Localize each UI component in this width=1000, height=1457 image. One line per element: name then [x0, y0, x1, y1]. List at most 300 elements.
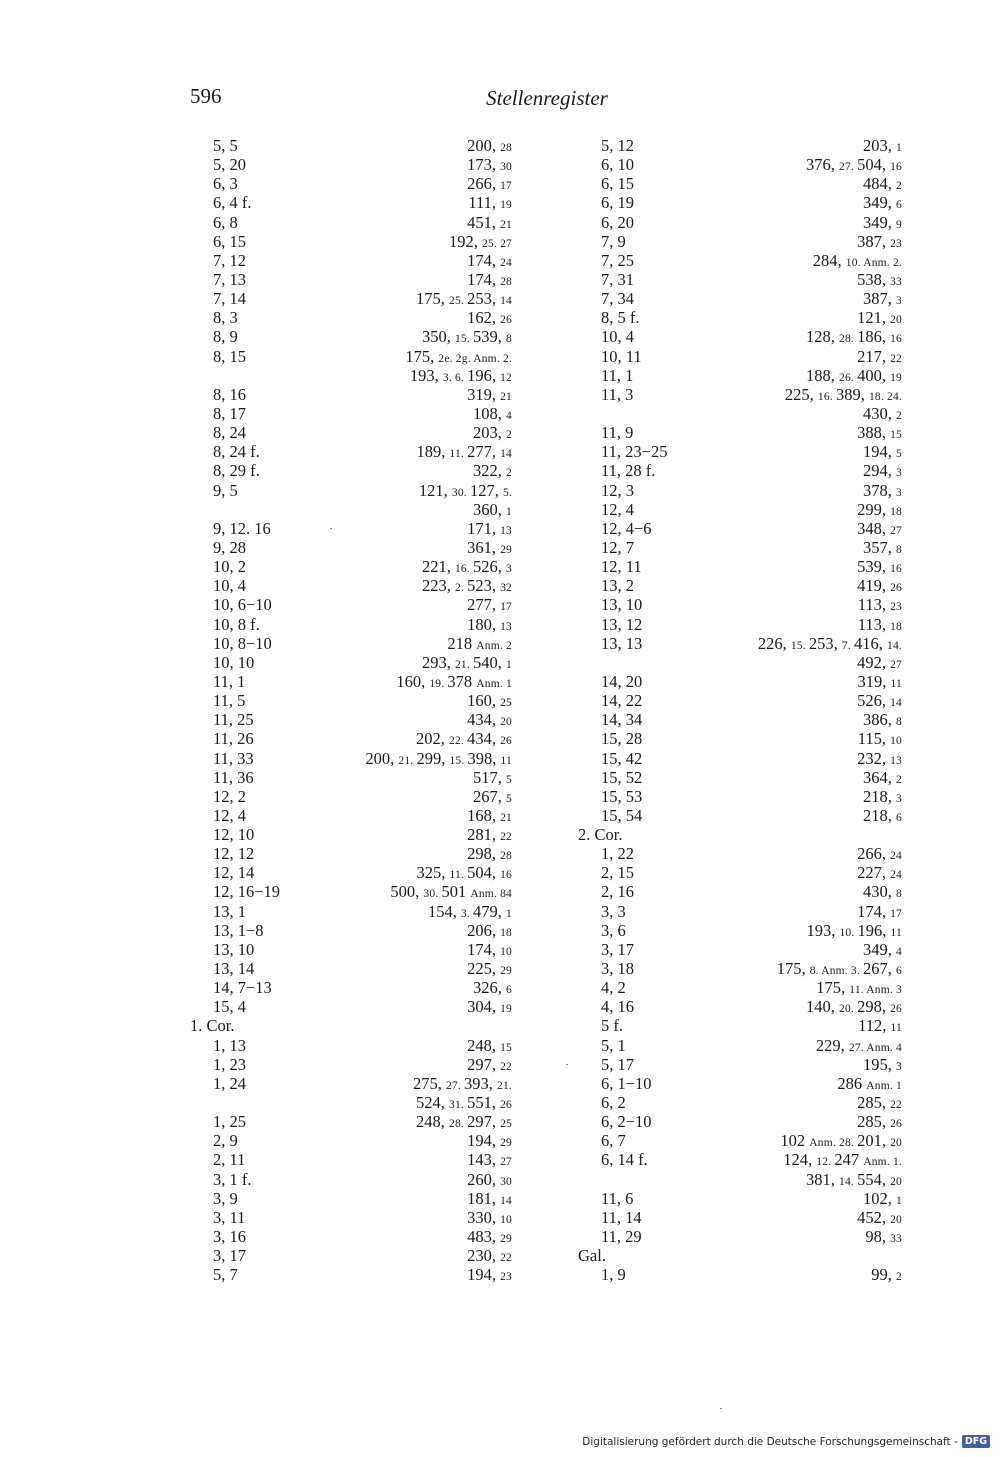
verse-reference: 12, 4: [213, 805, 246, 825]
index-entry: [188, 615, 512, 634]
page-number-ref: 201,: [857, 1131, 891, 1151]
index-entry: [576, 327, 902, 346]
page-number-ref: 232,: [857, 748, 891, 768]
index-entry: [576, 1074, 902, 1093]
verse-reference: 12, 11: [601, 557, 642, 577]
index-entry: [188, 232, 512, 251]
line-number: 14: [500, 1194, 512, 1207]
index-entry: [576, 1016, 902, 1035]
line-number: 10: [500, 1213, 512, 1226]
line-number: 22: [890, 1099, 902, 1112]
page-number-ref: 194,: [467, 1265, 501, 1285]
line-number: 26.: [839, 371, 858, 384]
page-number-ref: 540,: [473, 652, 507, 672]
verse-reference: 15, 42: [601, 748, 643, 768]
verse-reference: 9, 12. 16: [213, 518, 271, 538]
page-number-ref: 223,: [421, 576, 455, 596]
index-entry: [188, 1189, 512, 1208]
line-number: 21.: [497, 1079, 512, 1092]
page-references: [871, 1265, 902, 1287]
line-number: 19: [500, 1003, 512, 1016]
verse-reference: 5, 12: [601, 136, 634, 155]
index-entry: [576, 289, 902, 308]
verse-reference: 13, 10: [601, 595, 643, 615]
verse-reference: 3, 6: [601, 920, 626, 940]
line-number: 18. 24.: [868, 390, 902, 403]
verse-reference: 10, 6−10: [213, 595, 272, 615]
verse-reference: 14, 7−13: [213, 978, 272, 998]
line-number: 2: [506, 429, 512, 442]
verse-reference: 15, 4: [213, 997, 246, 1017]
page-number-ref: 253,: [808, 633, 842, 653]
page-number-ref: 175,: [405, 346, 439, 366]
index-entry: [188, 155, 512, 174]
index-entry: [576, 691, 902, 710]
line-number: 20: [890, 1137, 902, 1150]
line-number: 2.: [454, 582, 468, 595]
page-number-ref: 539,: [857, 557, 891, 577]
line-number: 3: [896, 1060, 902, 1073]
line-number: 21: [500, 390, 512, 403]
index-entry: [188, 1036, 512, 1055]
page-number-ref: 504,: [857, 155, 891, 175]
line-number: 28.: [839, 333, 858, 346]
line-number: 2e. 2g. Anm. 2.: [438, 352, 512, 365]
page-number-ref: 378,: [863, 480, 897, 500]
index-entry: [576, 653, 902, 672]
page-number-ref: 154,: [427, 901, 461, 921]
line-number: 1: [506, 907, 512, 920]
index-entry: [576, 155, 902, 174]
page-number-ref: 376,: [806, 155, 840, 175]
line-number: 11: [500, 754, 512, 767]
index-entry: [576, 978, 902, 997]
page-number-ref: 349,: [863, 212, 897, 232]
line-number: 20.: [839, 1003, 858, 1016]
index-entry: [188, 213, 512, 232]
page-number-ref: 286: [837, 1073, 867, 1093]
line-number: Anm. 2: [476, 639, 512, 652]
line-number: 12.: [816, 1156, 835, 1169]
index-entry: [576, 749, 902, 768]
verse-reference: 3, 1 f.: [213, 1169, 252, 1189]
index-entry: [188, 404, 512, 423]
index-entry: [188, 1093, 512, 1112]
index-entry: [576, 442, 902, 461]
page-number-ref: 160,: [396, 671, 430, 691]
line-number: 25: [500, 1118, 512, 1131]
page-number: 596: [190, 84, 222, 108]
page-number-ref: 298,: [857, 997, 891, 1017]
index-entry: [188, 595, 512, 614]
scan-speck: [720, 1408, 722, 1409]
verse-reference: 8, 9: [213, 327, 238, 347]
page-number-ref: 538,: [857, 269, 891, 289]
verse-reference: 12, 3: [601, 480, 634, 500]
line-number: 16: [890, 161, 902, 174]
line-number: 27: [890, 524, 902, 537]
index-entry: [576, 1150, 902, 1169]
index-entry: [188, 672, 512, 691]
index-entry: [576, 576, 902, 595]
running-head: Stellenregister: [486, 86, 608, 110]
line-number: 2: [896, 180, 902, 193]
page-number-ref: 434,: [467, 729, 501, 749]
verse-reference: 12, 4−6: [601, 518, 652, 538]
page-number-ref: 319,: [467, 384, 501, 404]
line-number: 2: [896, 1271, 902, 1284]
index-entry: [188, 1131, 512, 1150]
index-entry: [188, 959, 512, 978]
scan-speck: [330, 528, 332, 529]
line-number: 32: [500, 582, 512, 595]
index-entry: [576, 1055, 902, 1074]
page-number-ref: 111,: [468, 193, 501, 213]
page-number-ref: 221,: [421, 557, 455, 577]
verse-reference: 7, 13: [213, 269, 246, 289]
verse-reference: 4, 2: [601, 978, 626, 998]
line-number: 26: [890, 1118, 902, 1131]
index-column-left: [188, 136, 512, 1284]
verse-reference: 11, 28 f.: [601, 461, 656, 481]
page-number-ref: 526,: [857, 691, 891, 711]
line-number: 31.: [449, 1099, 468, 1112]
verse-reference: 11, 14: [601, 1207, 642, 1227]
verse-reference: 9, 5: [213, 480, 238, 500]
page-number-ref: 121,: [418, 480, 452, 500]
line-number: 19: [890, 371, 902, 384]
verse-reference: 6, 8: [213, 212, 238, 232]
line-number: 26: [890, 582, 902, 595]
page-number-ref: 196,: [467, 365, 501, 385]
verse-reference: 3, 18: [601, 959, 634, 979]
verse-reference: 1, 25: [213, 1112, 246, 1132]
index-entry: [576, 308, 902, 327]
line-number: 27: [500, 1156, 512, 1169]
verse-reference: 8, 15: [213, 346, 246, 366]
index-entry: [576, 959, 902, 978]
verse-reference: 7, 14: [213, 289, 246, 309]
page-number-ref: 206,: [467, 920, 501, 940]
verse-reference: 11, 23−25: [601, 442, 668, 462]
page-number-ref: 416,: [854, 633, 888, 653]
index-entry: [188, 882, 512, 901]
footer-text: Digitalisierung gefördert durch die Deutsche Forschungsgemeinschaft -: [582, 1435, 958, 1448]
verse-reference: 2, 16: [601, 882, 634, 902]
index-entry: [188, 366, 512, 385]
index-entry: [576, 500, 902, 519]
page-number-ref: 398,: [467, 748, 501, 768]
page-number-ref: 196,: [857, 920, 891, 940]
page-number-ref: 193,: [806, 920, 840, 940]
index-entry: [188, 136, 512, 155]
verse-reference: 12, 2: [213, 786, 246, 806]
verse-reference: 6, 3: [213, 174, 238, 194]
index-entry: [188, 519, 512, 538]
page-number-ref: 267,: [863, 959, 897, 979]
verse-reference: 13, 14: [213, 959, 255, 979]
book-heading: 2. Cor.: [578, 825, 623, 845]
verse-reference: 10, 4: [601, 327, 634, 347]
page-number-ref: 248,: [416, 1112, 450, 1132]
verse-reference: 12, 16−19: [213, 882, 281, 902]
verse-reference: 10, 8 f.: [213, 614, 260, 634]
page-number-ref: 174,: [857, 901, 891, 921]
index-entry: [188, 653, 512, 672]
page-number-ref: 168,: [467, 805, 501, 825]
line-number: 1: [896, 142, 902, 154]
index-entry: [576, 844, 902, 863]
verse-reference: 2, 9: [213, 1131, 238, 1151]
line-number: 14.: [887, 639, 902, 652]
verse-reference: 6, 2−10: [601, 1112, 652, 1132]
index-entry: [576, 193, 902, 212]
verse-reference: 15, 28: [601, 729, 643, 749]
page-number-ref: 293,: [421, 652, 455, 672]
verse-reference: 10, 4: [213, 576, 246, 596]
page-number-ref: 174,: [467, 939, 501, 959]
line-number: 23: [500, 1271, 512, 1284]
page-number-ref: 189,: [416, 442, 450, 462]
index-entry: [188, 289, 512, 308]
line-number: 6: [896, 199, 902, 212]
page-number-ref: 451,: [467, 212, 501, 232]
line-number: 5: [506, 773, 512, 786]
page-number-ref: 195,: [863, 1054, 897, 1074]
line-number: 20: [890, 1213, 902, 1226]
index-entry: [576, 1131, 902, 1150]
line-number: 13: [500, 524, 512, 537]
verse-reference: 6, 4 f.: [213, 193, 252, 213]
page-number-ref: 180,: [467, 614, 501, 634]
index-entry: [188, 423, 512, 442]
verse-reference: 11, 6: [601, 1188, 634, 1208]
index-entry: [576, 270, 902, 289]
verse-reference: 10, 11: [601, 346, 642, 366]
line-number: 10: [890, 735, 902, 748]
page-number-ref: 181,: [467, 1188, 501, 1208]
index-entry: [188, 902, 512, 921]
verse-reference: 6, 19: [601, 193, 634, 213]
index-entry: [188, 844, 512, 863]
line-number: 14: [500, 295, 512, 308]
index-entry: [188, 1246, 512, 1265]
line-number: 18: [890, 505, 902, 518]
verse-reference: 6, 1−10: [601, 1073, 652, 1093]
line-number: 17: [500, 180, 512, 193]
page-number-ref: 218,: [863, 805, 897, 825]
line-number: 29: [500, 965, 512, 978]
index-entry: [188, 1112, 512, 1131]
index-entry: [576, 997, 902, 1016]
page-number-ref: 452,: [857, 1207, 891, 1227]
line-number: 12: [500, 371, 512, 384]
page-number-ref: 162,: [467, 308, 501, 328]
verse-reference: 12, 7: [601, 537, 634, 557]
page-number-ref: 492,: [857, 652, 891, 672]
verse-reference: 12, 14: [213, 863, 255, 883]
verse-reference: 5, 20: [213, 155, 246, 175]
page-number-ref: 175,: [816, 978, 850, 998]
page-number-ref: 554,: [857, 1169, 891, 1189]
verse-reference: 3, 17: [213, 1246, 246, 1266]
index-entry: [576, 385, 902, 404]
verse-reference: 10, 2: [213, 557, 246, 577]
page-number-ref: 171,: [467, 518, 501, 538]
index-entry: [576, 768, 902, 787]
page-number-ref: 298,: [467, 844, 501, 864]
verse-reference: 5, 1: [601, 1035, 626, 1055]
digitization-footer: [582, 1435, 990, 1448]
index-entry: [188, 863, 512, 882]
page-number-ref: 304,: [467, 997, 501, 1017]
index-entry: [188, 385, 512, 404]
page-number-ref: 551,: [467, 1093, 501, 1113]
verse-reference: 14, 22: [601, 691, 643, 711]
page-number-ref: 285,: [857, 1112, 891, 1132]
line-number: 4: [896, 945, 902, 958]
line-number: 13: [500, 620, 512, 633]
page-number-ref: 124,: [783, 1150, 817, 1170]
index-entry: [188, 270, 512, 289]
page-number-ref: 297,: [467, 1054, 501, 1074]
verse-reference: 10, 8−10: [213, 633, 272, 653]
index-column-right: [576, 136, 902, 1284]
index-entry: [576, 863, 902, 882]
line-number: 26: [890, 1003, 902, 1016]
line-number: Anm. 1: [866, 1079, 902, 1092]
line-number: 5: [506, 792, 512, 805]
line-number: 2: [896, 773, 902, 786]
line-number: 29: [500, 1233, 512, 1246]
page-number-ref: 253,: [467, 289, 501, 309]
line-number: 21.: [454, 658, 474, 671]
line-number: 24: [890, 869, 902, 882]
index-entry: [576, 557, 902, 576]
index-entry: [576, 1093, 902, 1112]
index-entry: [576, 787, 902, 806]
index-entry: [576, 1265, 902, 1284]
index-entry: [188, 193, 512, 212]
line-number: 24: [500, 256, 512, 269]
page-number-ref: 275,: [412, 1073, 446, 1093]
verse-reference: 13, 12: [601, 614, 643, 634]
verse-reference: 7, 12: [213, 250, 246, 270]
line-number: 21.: [398, 754, 417, 767]
page-number-ref: 434,: [467, 710, 501, 730]
page-number-ref: 121,: [857, 308, 891, 328]
page-number-ref: 173,: [467, 155, 501, 175]
line-number: 16: [890, 563, 902, 576]
page-number-ref: 266,: [467, 174, 501, 194]
page-number-ref: 194,: [863, 442, 897, 462]
page-number-ref: 202,: [416, 729, 450, 749]
verse-reference: 2, 15: [601, 863, 634, 883]
page-number-ref: 483,: [467, 1227, 501, 1247]
page-number-ref: 322,: [473, 461, 507, 481]
verse-reference: 3, 16: [213, 1227, 246, 1247]
page-number-ref: 174,: [467, 269, 501, 289]
page-number-ref: 360,: [473, 499, 507, 519]
page-number-ref: 226,: [757, 633, 791, 653]
verse-reference: 6, 7: [601, 1131, 626, 1151]
verse-reference: 3, 17: [601, 939, 634, 959]
verse-reference: 12, 4: [601, 499, 634, 519]
verse-reference: 8, 5 f.: [601, 308, 640, 328]
page-number-ref: 277,: [467, 442, 501, 462]
page-number-ref: 319,: [857, 671, 891, 691]
line-number: 25. 27: [482, 237, 512, 250]
line-number: 14: [500, 448, 512, 461]
page-number-ref: 113,: [857, 595, 891, 615]
verse-reference: 10, 10: [213, 652, 255, 672]
index-entry: [576, 251, 902, 270]
line-number: 30: [500, 161, 512, 174]
verse-reference: 5, 7: [213, 1265, 238, 1285]
verse-reference: 6, 20: [601, 212, 634, 232]
index-entry: [188, 1227, 512, 1246]
page-number-ref: 430,: [863, 882, 897, 902]
verse-reference: 13, 10: [213, 939, 255, 959]
verse-reference: 13, 1: [213, 901, 246, 921]
line-number: 22: [500, 1060, 512, 1073]
page-number-ref: 186,: [857, 327, 891, 347]
index-entry: [576, 1227, 902, 1246]
line-number: 2: [506, 467, 512, 480]
page-number-ref: 260,: [467, 1169, 501, 1189]
page-number-ref: 388,: [857, 423, 891, 443]
line-number: 3: [896, 792, 902, 805]
index-entry: [576, 729, 902, 748]
page-number-ref: 217,: [857, 346, 891, 366]
index-entry: [576, 634, 902, 653]
verse-reference: 11, 33: [213, 748, 254, 768]
page-number-ref: 225,: [784, 384, 818, 404]
line-number: 15.: [454, 333, 474, 346]
line-number: 16: [890, 333, 902, 346]
page-number-ref: 200,: [467, 136, 501, 155]
verse-reference: 6, 14 f.: [601, 1150, 648, 1170]
line-number: 11.: [449, 448, 468, 461]
page-number-ref: 479,: [473, 901, 507, 921]
page-number-ref: 102,: [863, 1188, 897, 1208]
line-number: 1: [506, 658, 512, 671]
page-number-ref: 200,: [365, 748, 399, 768]
page-number-ref: 225,: [467, 959, 501, 979]
page-number-ref: 188,: [806, 365, 840, 385]
verse-reference: 1, 23: [213, 1054, 246, 1074]
index-entry: [576, 136, 902, 155]
page-number-ref: 349,: [863, 939, 897, 959]
line-number: 7.: [841, 639, 855, 652]
line-number: 10: [500, 945, 512, 958]
verse-reference: 11, 25: [213, 710, 254, 730]
verse-reference: 11, 9: [601, 423, 634, 443]
verse-reference: 13, 1−8: [213, 920, 264, 940]
page-number-ref: 348,: [857, 518, 891, 538]
verse-reference: 7, 31: [601, 269, 634, 289]
page-number-ref: 267,: [473, 786, 507, 806]
verse-reference: 5 f.: [601, 1016, 623, 1036]
line-number: 30.: [423, 888, 442, 901]
verse-reference: 13, 2: [601, 576, 634, 596]
line-number: 10. Anm. 2.: [845, 256, 902, 269]
index-entry: [576, 174, 902, 193]
index-entry: [188, 461, 512, 480]
page-number-ref: 504,: [467, 863, 501, 883]
page-number-ref: 400,: [857, 365, 891, 385]
line-number: 28: [500, 275, 512, 288]
